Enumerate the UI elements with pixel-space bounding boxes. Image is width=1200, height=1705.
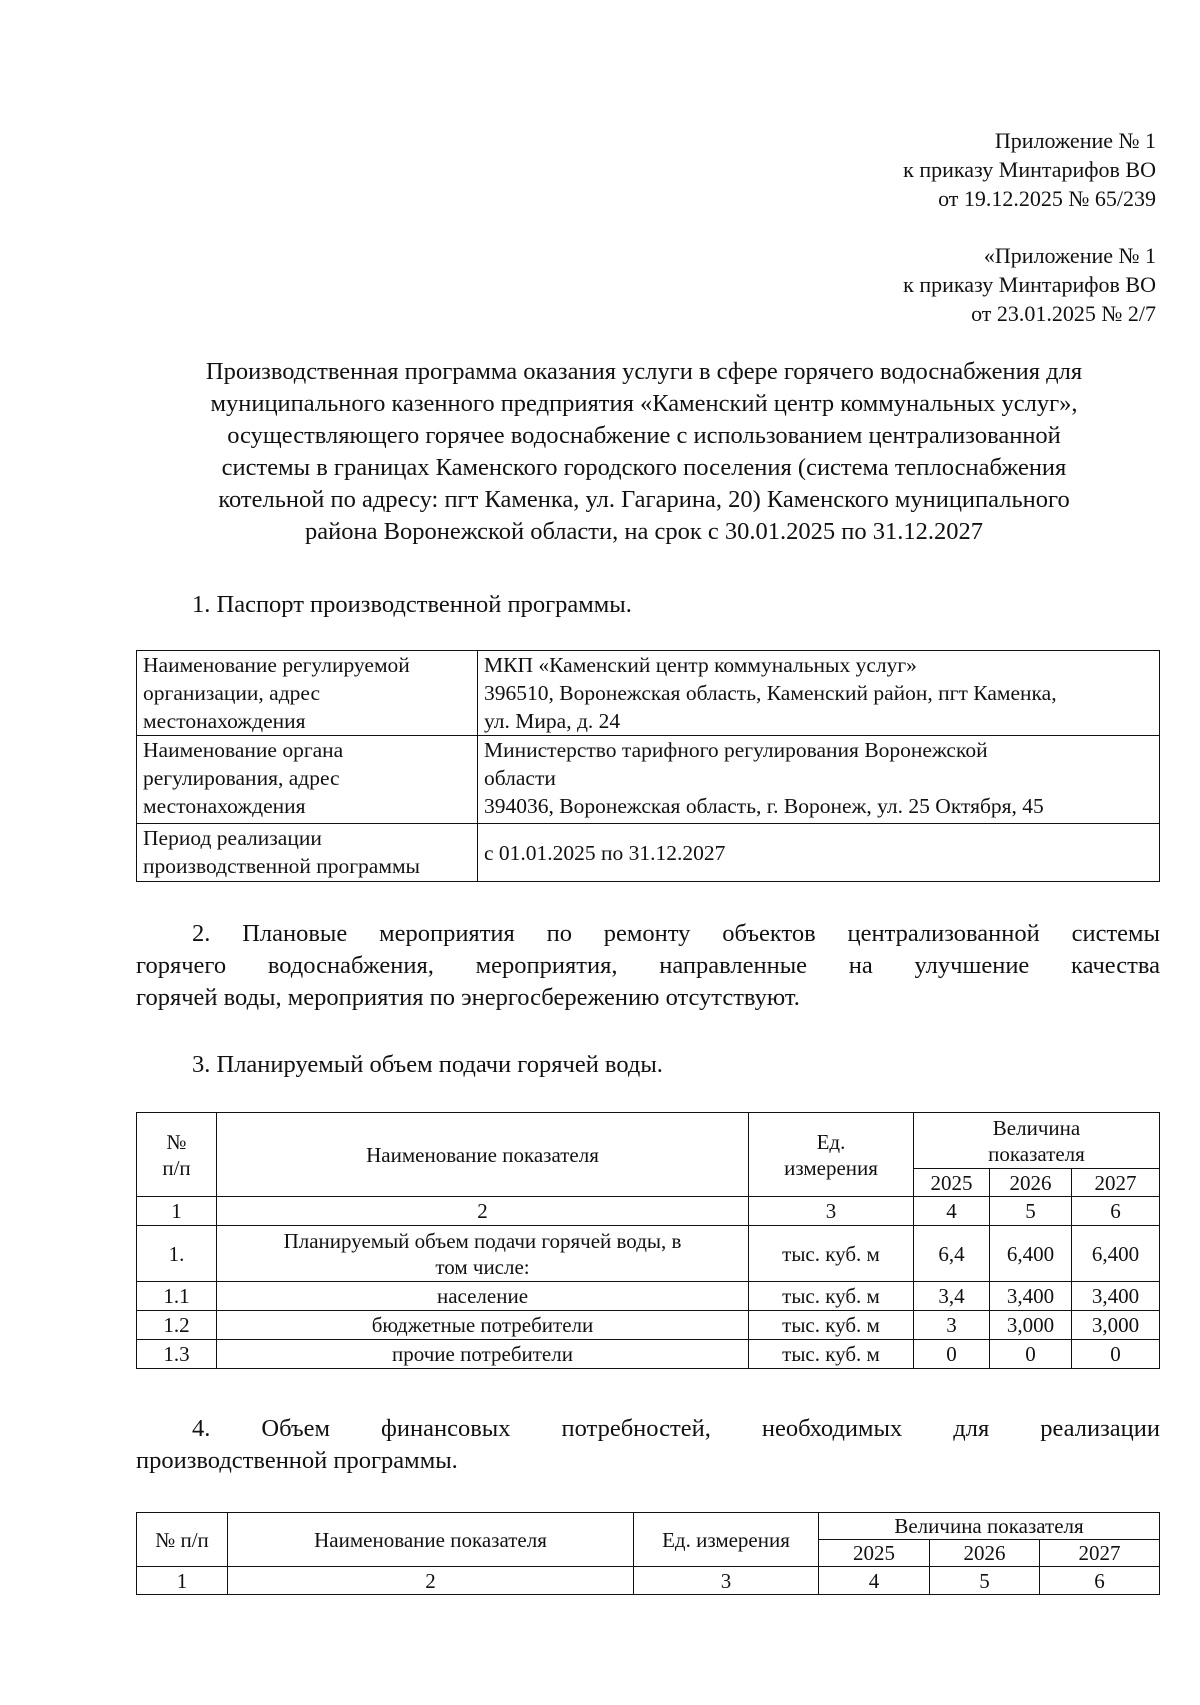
header-num bbox=[137, 1113, 217, 1197]
index-cell: 1 bbox=[137, 1197, 217, 1226]
title-line: осуществляющего горячее водоснабжение с использованием централизованной bbox=[227, 422, 1061, 449]
header-unit bbox=[749, 1113, 914, 1197]
cell-line: том числе: bbox=[435, 1254, 530, 1279]
row-value: 3,000 bbox=[1072, 1311, 1160, 1340]
table-header-row bbox=[137, 1513, 1160, 1540]
header-appendix-current bbox=[903, 126, 1156, 213]
title-line: муниципального казенного предприятия «Каменский центр коммунальных услуг», bbox=[210, 390, 1078, 417]
passport-table bbox=[136, 650, 1160, 882]
index-cell: 6 bbox=[1040, 1567, 1160, 1595]
cell-line: Наименование органа bbox=[143, 738, 344, 762]
header-num: № п/п bbox=[137, 1513, 228, 1567]
index-cell: 4 bbox=[819, 1567, 930, 1595]
title-line: района Воронежской области, на срок с 30.01.2025 по 31.12.2027 bbox=[305, 518, 983, 545]
row-value: 6,400 bbox=[1072, 1226, 1160, 1282]
section-3-heading: 3. Планируемый объем подачи горячей воды. bbox=[192, 1051, 663, 1078]
index-cell: 3 bbox=[749, 1197, 914, 1226]
row-unit: тыс. куб. м bbox=[749, 1311, 914, 1340]
water-supply-volume-table bbox=[136, 1112, 1160, 1369]
index-cell: 4 bbox=[914, 1197, 990, 1226]
section-4-paragraph bbox=[136, 1413, 1160, 1477]
table-row bbox=[137, 1282, 1160, 1311]
header-value: Величина показателя bbox=[819, 1513, 1160, 1540]
row-unit: тыс. куб. м bbox=[749, 1226, 914, 1282]
cell-line: местонахождения bbox=[143, 794, 306, 818]
paragraph-line: 2. Плановые мероприятия по ремонту объектов централизованной системы bbox=[192, 920, 1160, 947]
financial-needs-table bbox=[136, 1512, 1160, 1595]
paragraph-line: 4. Объем финансовых потребностей, необходимых для реализации bbox=[192, 1415, 1160, 1442]
table-row bbox=[137, 736, 1160, 824]
cell-line: Планируемый объем подачи горячей воды, в bbox=[283, 1228, 682, 1253]
header-line: от 19.12.2025 № 65/239 bbox=[938, 186, 1156, 211]
header-name: Наименование показателя bbox=[228, 1513, 634, 1567]
header-line: Приложение № 1 bbox=[994, 128, 1156, 153]
header-line: «Приложение № 1 bbox=[983, 243, 1156, 268]
index-cell: 2 bbox=[217, 1197, 749, 1226]
table-row bbox=[137, 824, 1160, 882]
table-row bbox=[137, 1340, 1160, 1369]
paragraph-line: производственной программы. bbox=[136, 1447, 458, 1474]
title-line: Производственная программа оказания услуги в сфере горячего водоснабжения для bbox=[205, 358, 1083, 385]
title-line: системы в границах Каменского городского поселения (система теплоснабжения bbox=[221, 454, 1067, 481]
cell-line: с 01.01.2025 по 31.12.2027 bbox=[484, 840, 726, 865]
passport-value-cell bbox=[478, 736, 1160, 824]
row-value: 6,4 bbox=[914, 1226, 990, 1282]
passport-label-cell bbox=[137, 736, 478, 824]
row-num: 1. bbox=[137, 1226, 217, 1282]
row-name bbox=[217, 1226, 749, 1282]
header-name: Наименование показателя bbox=[217, 1113, 749, 1197]
cell-line: МКП «Каменский центр коммунальных услуг» bbox=[484, 653, 917, 677]
passport-label-cell bbox=[137, 651, 478, 736]
table-header-row bbox=[137, 1113, 1160, 1169]
row-unit: тыс. куб. м bbox=[749, 1340, 914, 1369]
table-row bbox=[137, 651, 1160, 736]
header-line: измерения bbox=[784, 1155, 878, 1180]
cell-line: Министерство тарифного регулирования Воронежской bbox=[484, 738, 988, 762]
row-value: 0 bbox=[990, 1340, 1072, 1369]
paragraph-line: горячей воды, мероприятия по энергосбережению отсутствуют. bbox=[136, 984, 800, 1011]
table-row bbox=[137, 1311, 1160, 1340]
header-line: Величина bbox=[992, 1115, 1081, 1140]
index-cell: 5 bbox=[930, 1567, 1040, 1595]
index-cell: 1 bbox=[137, 1567, 228, 1595]
paragraph-line: горячего водоснабжения, мероприятия, направленные на улучшение качества bbox=[136, 952, 1160, 979]
header-line: показателя bbox=[988, 1141, 1085, 1166]
index-cell: 2 bbox=[228, 1567, 634, 1595]
cell-line: Наименование регулируемой bbox=[143, 653, 410, 677]
row-num: 1.1 bbox=[137, 1282, 217, 1311]
row-unit: тыс. куб. м bbox=[749, 1282, 914, 1311]
cell-line: организации, адрес bbox=[143, 681, 321, 705]
header-year: 2026 bbox=[930, 1540, 1040, 1567]
row-value: 0 bbox=[1072, 1340, 1160, 1369]
header-appendix-original bbox=[903, 241, 1156, 328]
table-index-row bbox=[137, 1197, 1160, 1226]
cell-line: 394036, Воронежская область, г. Воронеж, ул. 25 Октября, 45 bbox=[484, 794, 1044, 818]
row-value: 0 bbox=[914, 1340, 990, 1369]
header-line: п/п bbox=[162, 1155, 191, 1180]
header-year: 2025 bbox=[819, 1540, 930, 1567]
cell-line: ул. Мира, д. 24 bbox=[484, 709, 621, 733]
index-cell: 5 bbox=[990, 1197, 1072, 1226]
header-year: 2027 bbox=[1040, 1540, 1160, 1567]
cell-line: области bbox=[484, 766, 556, 790]
row-num: 1.3 bbox=[137, 1340, 217, 1369]
header-year: 2027 bbox=[1072, 1169, 1160, 1197]
header-year: 2026 bbox=[990, 1169, 1072, 1197]
passport-value-cell bbox=[478, 824, 1160, 882]
row-num: 1.2 bbox=[137, 1311, 217, 1340]
passport-value-cell bbox=[478, 651, 1160, 736]
index-cell: 3 bbox=[634, 1567, 819, 1595]
section-2-paragraph bbox=[136, 918, 1160, 1014]
header-value bbox=[914, 1113, 1160, 1169]
row-value: 3,4 bbox=[914, 1282, 990, 1311]
row-value: 6,400 bbox=[990, 1226, 1072, 1282]
row-name: прочие потребители bbox=[217, 1340, 749, 1369]
header-line: № bbox=[166, 1129, 187, 1154]
row-value: 3,400 bbox=[1072, 1282, 1160, 1311]
section-1-heading: 1. Паспорт производственной программы. bbox=[192, 591, 632, 618]
cell-line: 396510, Воронежская область, Каменский район, пгт Каменка, bbox=[484, 681, 1057, 705]
cell-line: Период реализации bbox=[143, 826, 322, 850]
header-line: от 23.01.2025 № 2/7 bbox=[971, 301, 1156, 326]
cell-line: производственной программы bbox=[143, 854, 421, 878]
cell-line: регулирования, адрес bbox=[143, 766, 340, 790]
row-value: 3 bbox=[914, 1311, 990, 1340]
row-name: бюджетные потребители bbox=[217, 1311, 749, 1340]
table-index-row bbox=[137, 1567, 1160, 1595]
title-line: котельной по адресу: пгт Каменка, ул. Гагарина, 20) Каменского муниципального bbox=[218, 486, 1070, 513]
document-title bbox=[128, 356, 1160, 548]
row-value: 3,000 bbox=[990, 1311, 1072, 1340]
row-name: население bbox=[217, 1282, 749, 1311]
header-unit: Ед. измерения bbox=[634, 1513, 819, 1567]
cell-line: местонахождения bbox=[143, 709, 306, 733]
row-value: 3,400 bbox=[990, 1282, 1072, 1311]
header-line: Ед. bbox=[816, 1129, 846, 1154]
index-cell: 6 bbox=[1072, 1197, 1160, 1226]
header-year: 2025 bbox=[914, 1169, 990, 1197]
table-row bbox=[137, 1226, 1160, 1282]
header-line: к приказу Минтарифов ВО bbox=[903, 272, 1156, 297]
passport-label-cell bbox=[137, 824, 478, 882]
header-line: к приказу Минтарифов ВО bbox=[903, 157, 1156, 182]
